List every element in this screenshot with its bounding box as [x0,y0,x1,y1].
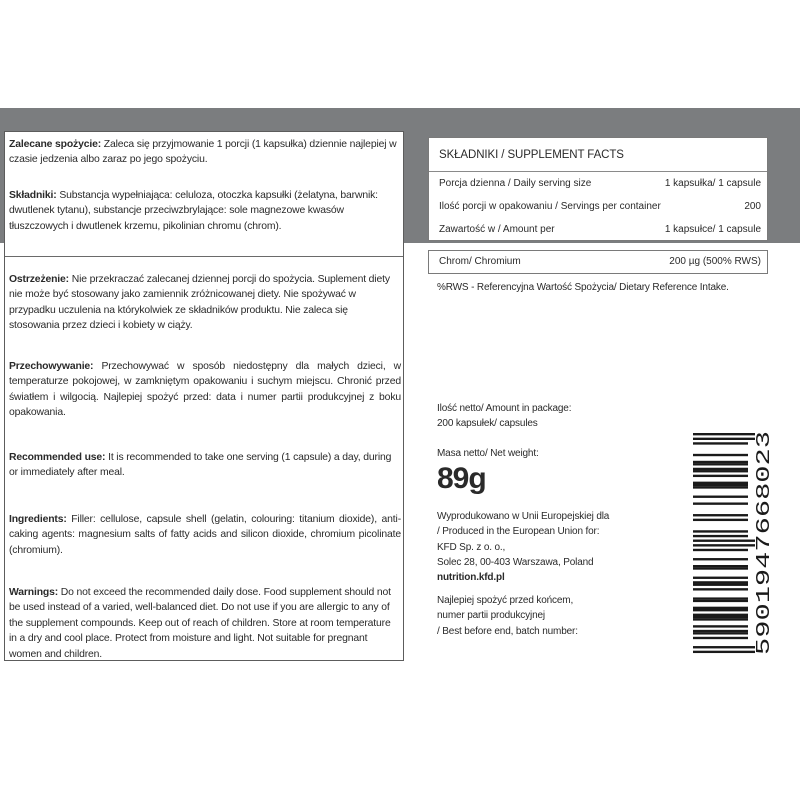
barcode-bars [693,433,755,653]
barcode-bar [693,454,748,456]
barcode [693,427,775,659]
table-row: Zawartość w / Amount per 1 kapsułce/ 1 capsule [439,224,761,235]
barcode-bar [693,438,755,440]
barcode-bar [693,581,748,583]
barcode-bar [693,565,748,567]
barcode-bar [693,468,748,470]
barcode-bar [693,607,748,609]
table-row: Ilość porcji w opakowaniu / Servings per container 200 [439,201,761,212]
barcode-bar [693,484,748,486]
supplement-facts-table [428,137,768,241]
barcode-bar [693,461,748,463]
barcode-bar [693,442,748,444]
website: nutrition.kfd.pl [437,572,505,583]
barcode-bar [693,630,748,632]
section-recommended-use: Recommended use: It is recommended to take one serving (1 capsule) a day, during or immediately after meal. [9,452,392,479]
producer-line: Solec 28, 00-403 Warszawa, Poland [437,557,594,568]
amount-label: Ilość netto/ Amount in package: [437,403,572,414]
ingredient-row-chromium: Chrom/ Chromium 200 µg (500% RWS) [428,250,768,274]
section-ingredients-en: Ingredients: Filler: cellulose, capsule shell (gelatin, colouring: titanium dioxide), anti-caking agents: magnesium salts of fatty acids and silicon dioxide, chromium picolinate (chromium). [9,514,401,556]
barcode-bar [693,535,748,537]
barcode-bar [693,614,748,616]
barcode-bar [693,544,755,546]
barcode-bar [693,632,748,634]
barcode-bar [693,616,748,618]
section-ingredients-pl: Składniki: Substancja wypełniająca: celuloza, otoczka kapsułki (żelatyna, barwnik: dwutlenek tytanu), substancje przeciwzbrylające: sole magnezowe kwasów tłuszczowych i dwutlenek krzemu, pikolinian chromu (chrom). [9,190,378,232]
section-dosage-pl: Zalecane spożycie: Zaleca się przyjmowanie 1 porcji (1 kapsułka) dziennie najlepiej w czasie jedzenia albo zaraz po jego spożyciu. [9,139,397,166]
net-weight-label: Masa netto/ Net weight: [437,448,539,459]
barcode-bar [693,486,748,488]
barcode-bar [693,482,748,484]
barcode-bar [693,549,748,551]
info-panel [4,131,404,661]
best-before-line: numer partii produkcyjnej [437,610,545,621]
barcode-bar [693,567,748,569]
barcode-bar [693,463,748,465]
barcode-bar [693,519,748,521]
barcode-bar [693,577,748,579]
barcode-bar [693,637,748,639]
barcode-bar [693,600,748,602]
best-before-line: / Best before end, batch number: [437,626,578,637]
barcode-bar [693,588,748,590]
barcode-bar [693,651,755,653]
best-before-line: Najlepiej spożyć przed końcem, [437,595,574,606]
section-divider [5,256,403,257]
barcode-bar [693,597,748,599]
barcode-bar [693,475,748,477]
section-warnings-pl: Ostrzeżenie: Nie przekraczać zalecanej dziennej porcji do spożycia. Suplement diety nie może być stosowany jako zamiennik zróżnicowanej diety. Nie spożywać w przypadku uczulenia na którykolwiek ze składników produktu. Nie zaleca się stosowania przez dzieci i kobiety w ciąży. [9,274,390,332]
barcode-bar [693,540,755,542]
section-warnings-en: Warnings: Do not exceed the recommended daily dose. Food supplement should not be used instead of a varied, well-balanced diet. Do not use if you are allergic to any of the supplement compounds. Keep out of reach of children. Store at room temperature in a dry and cool place. Protect from moisture and light. Not suitable for pregnant women and children. [9,587,391,660]
producer-line: Wyprodukowano w Unii Europejskiej dla [437,511,610,522]
barcode-bar [693,514,748,516]
barcode-bar [693,618,748,620]
barcode-bar [693,609,748,611]
table-row: Porcja dzienna / Daily serving size 1 kapsułka/ 1 capsule [439,178,761,189]
barcode-bar [693,646,755,648]
table-rule [429,171,767,172]
barcode-bar [693,433,755,435]
producer-line: KFD Sp. z o. o., [437,542,506,553]
barcode-bar [693,584,748,586]
barcode-bar [693,502,748,504]
supplement-facts-title: SKŁADNIKI / SUPPLEMENT FACTS [439,149,624,161]
net-weight-value: 89g [437,462,486,495]
barcode-bar [693,470,748,472]
rws-footnote: %RWS - Referencyjna Wartość Spożycia/ Dietary Reference Intake. [437,282,729,293]
barcode-bar [693,496,748,498]
producer-line: / Produced in the European Union for: [437,526,600,537]
section-storage-pl: Przechowywanie: Przechowywać w sposób niedostępny dla małych dzieci, w temperaturze pokojowej, w zamkniętym opakowaniu i suchym miejscu. Chronić przed światłem i wilgocią. Najlepiej spożyć przed: data i numer partii produkcyjnej z boku opakowania. [9,361,401,419]
barcode-number: 5901947668023 [753,506,775,655]
barcode-bar [693,530,748,532]
barcode-bar [693,558,748,560]
barcode-bar [693,625,748,627]
amount-value: 200 kapsułek/ capsules [437,418,538,429]
